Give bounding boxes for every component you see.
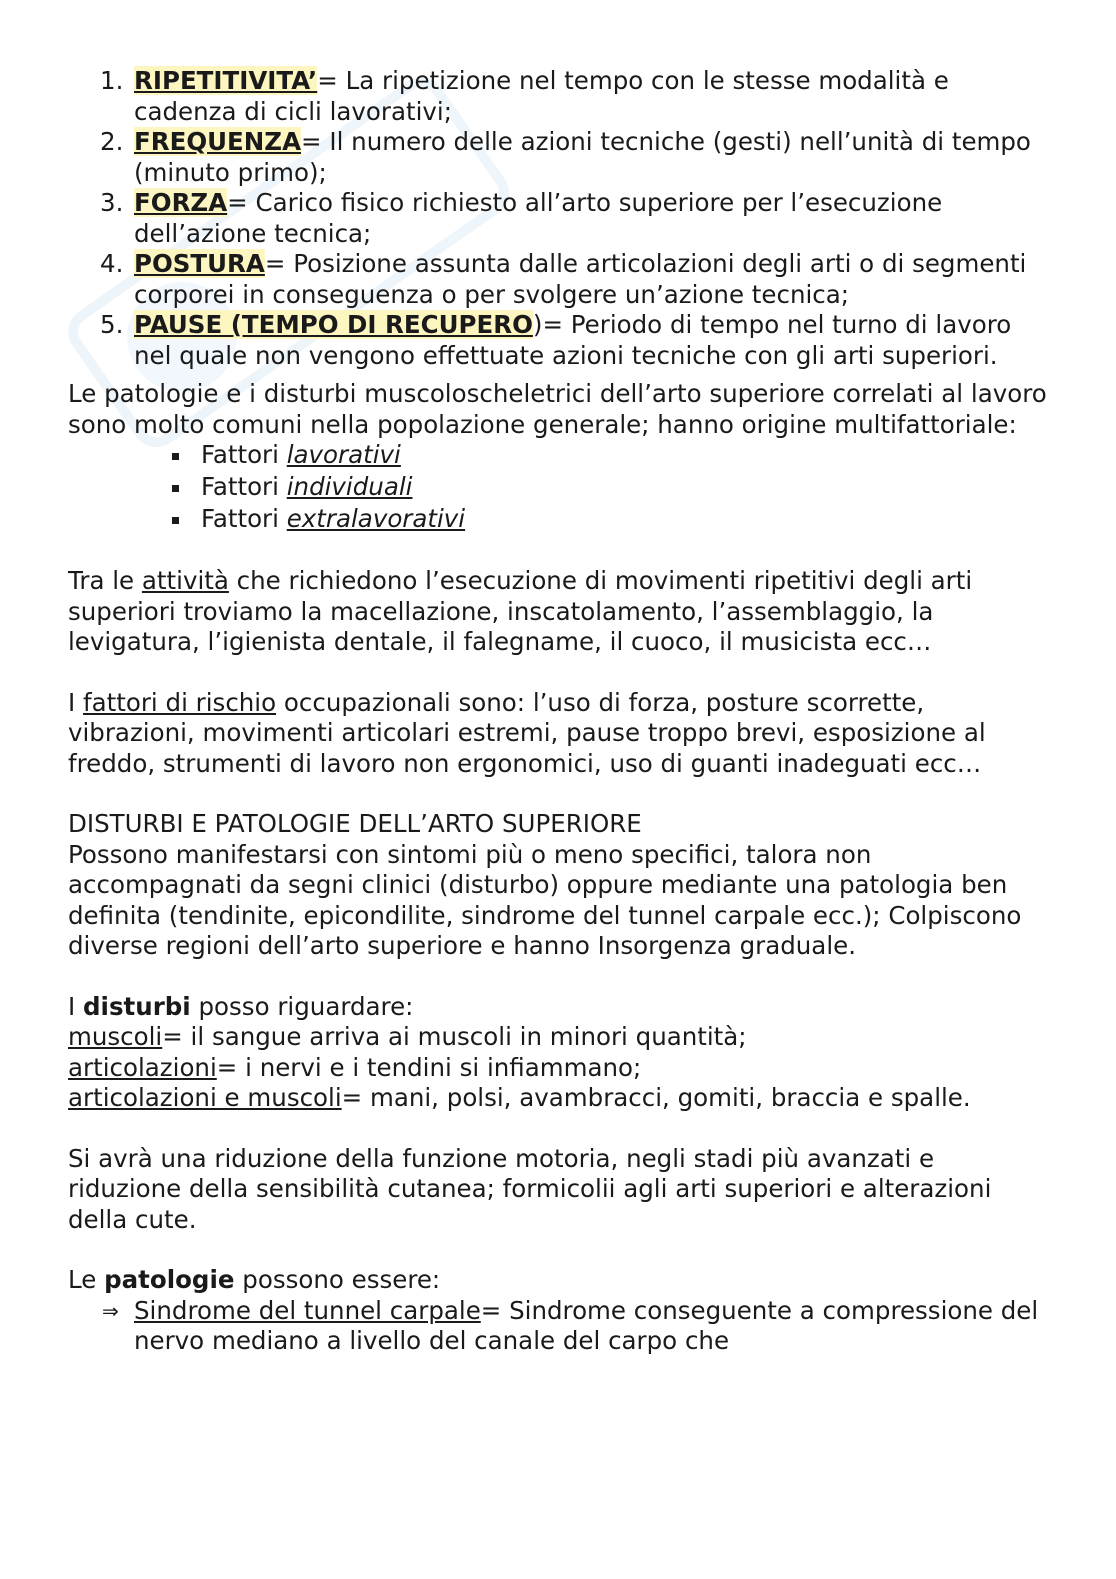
list-item: ⇒ Sindrome del tunnel carpale= Sindrome conseguente a compressione del nervo mediano a livello del canale del carpo che	[102, 1295, 1039, 1355]
disturbi-item: articolazioni e muscoli= mani, polsi, avambracci, gomiti, braccia e spalle.	[68, 1083, 971, 1112]
disturbi-item: articolazioni= i nervi e i tendini si infiammano;	[68, 1052, 642, 1082]
list-item: 3. FORZA= Carico fisico richiesto all’arto superiore per l’esecuzione dell’azione tecnica;	[100, 188, 943, 248]
patologie-list	[68, 1296, 1048, 1357]
list-item: Fattori lavorativi	[68, 440, 1048, 472]
list-item: Fattori extralavorativi	[68, 504, 1048, 536]
disturbi-item: muscoli= il sangue arriva ai muscoli in minori quantità;	[68, 1022, 747, 1051]
list-item: 5. PAUSE (TEMPO DI RECUPERO)= Periodo di tempo nel turno di lavoro nel quale non vengono effettuate azioni tecniche con gli arti superiori.	[100, 310, 1012, 370]
risk-factors-paragraph: I fattori di rischio occupazionali sono: l’uso di forza, posture scorrette, vibrazioni, movimenti articolari estremi, pause troppo brevi, esposizione al freddo, strumenti di lavoro non ergonomici, uso di guanti inadeguati ecc…	[68, 687, 986, 778]
factor-term: RIPETITIVITA’	[134, 66, 318, 95]
factor-description: = Il numero delle azioni tecniche (gesti) nell’unità di tempo (minuto primo);	[134, 127, 1031, 187]
factor-term: PAUSE (TEMPO DI RECUPERO	[134, 310, 533, 339]
patologie-intro: Le patologie possono essere:	[68, 1265, 441, 1294]
factor-term: POSTURA	[134, 249, 265, 278]
ergonomic-factors-list	[68, 66, 1048, 371]
factor-description: = Posizione assunta dalle articolazioni degli arti o di segmenti corporei in conseguenza o per svolgere un’azione tecnica;	[134, 249, 1027, 309]
intro-paragraph: Le patologie e i disturbi muscoloscheletrici dell’arto superiore correlati al lavoro sono molto comuni nella popolazione generale; hanno origine multifattoriale:	[68, 379, 1047, 439]
factor-term: FREQUENZA	[134, 127, 302, 156]
list-item: 4. POSTURA= Posizione assunta dalle articolazioni degli arti o di segmenti corporei in conseguenza o per svolgere un’azione tecnica;	[100, 249, 1027, 309]
factor-close-paren: )	[532, 310, 543, 339]
section-heading: DISTURBI E PATOLOGIE DELL’ARTO SUPERIORE	[68, 809, 642, 838]
bullet-square-icon	[172, 485, 179, 492]
factor-types-list	[68, 440, 1048, 536]
reduction-paragraph: Si avrà una riduzione della funzione motoria, negli stadi più avanzati e riduzione della sensibilità cutanea; formicolii agli arti superiori e alterazioni della cute.	[68, 1143, 992, 1234]
factor-description: = La ripetizione nel tempo con le stesse modalità e cadenza di cicli lavorativi;	[134, 66, 949, 126]
section-paragraph: Possono manifestarsi con sintomi più o meno specifici, talora non accompagnati da segni clinici (disturbo) oppure mediante una patologia ben definita (tendinite, epicondilite, sindrome del tunnel carpale ecc.); Colpiscono diverse regioni dell’arto superiore e hanno Insorgenza graduale.	[68, 839, 1022, 960]
activities-paragraph: Tra le attività che richiedono l’esecuzione di movimenti ripetitivi degli arti superiori troviamo la macellazione, inscatolamento, l’assemblaggio, la levigatura, l’igienista dentale, il falegname, il cuoco, il musicista ecc…	[68, 566, 973, 656]
list-item: 2. FREQUENZA= Il numero delle azioni tecniche (gesti) nell’unità di tempo (minuto primo);	[100, 127, 1031, 187]
list-item: Fattori individuali	[68, 472, 1048, 504]
document-body	[68, 66, 1048, 1357]
double-arrow-icon: ⇒	[102, 1298, 119, 1323]
factor-term: FORZA	[134, 188, 228, 217]
factor-description: = Carico fisico richiesto all’arto superiore per l’esecuzione dell’azione tecnica;	[134, 188, 943, 248]
bullet-square-icon	[172, 453, 179, 460]
factor-description: = Periodo di tempo nel turno di lavoro nel quale non vengono effettuate azioni tecniche con gli arti superiori.	[134, 310, 1012, 370]
list-item: 1. RIPETITIVITA’= La ripetizione nel tempo con le stesse modalità e cadenza di cicli lavorativi;	[100, 66, 949, 126]
disturbi-intro: I disturbi posso riguardare:	[68, 991, 414, 1021]
bullet-square-icon	[172, 517, 179, 524]
